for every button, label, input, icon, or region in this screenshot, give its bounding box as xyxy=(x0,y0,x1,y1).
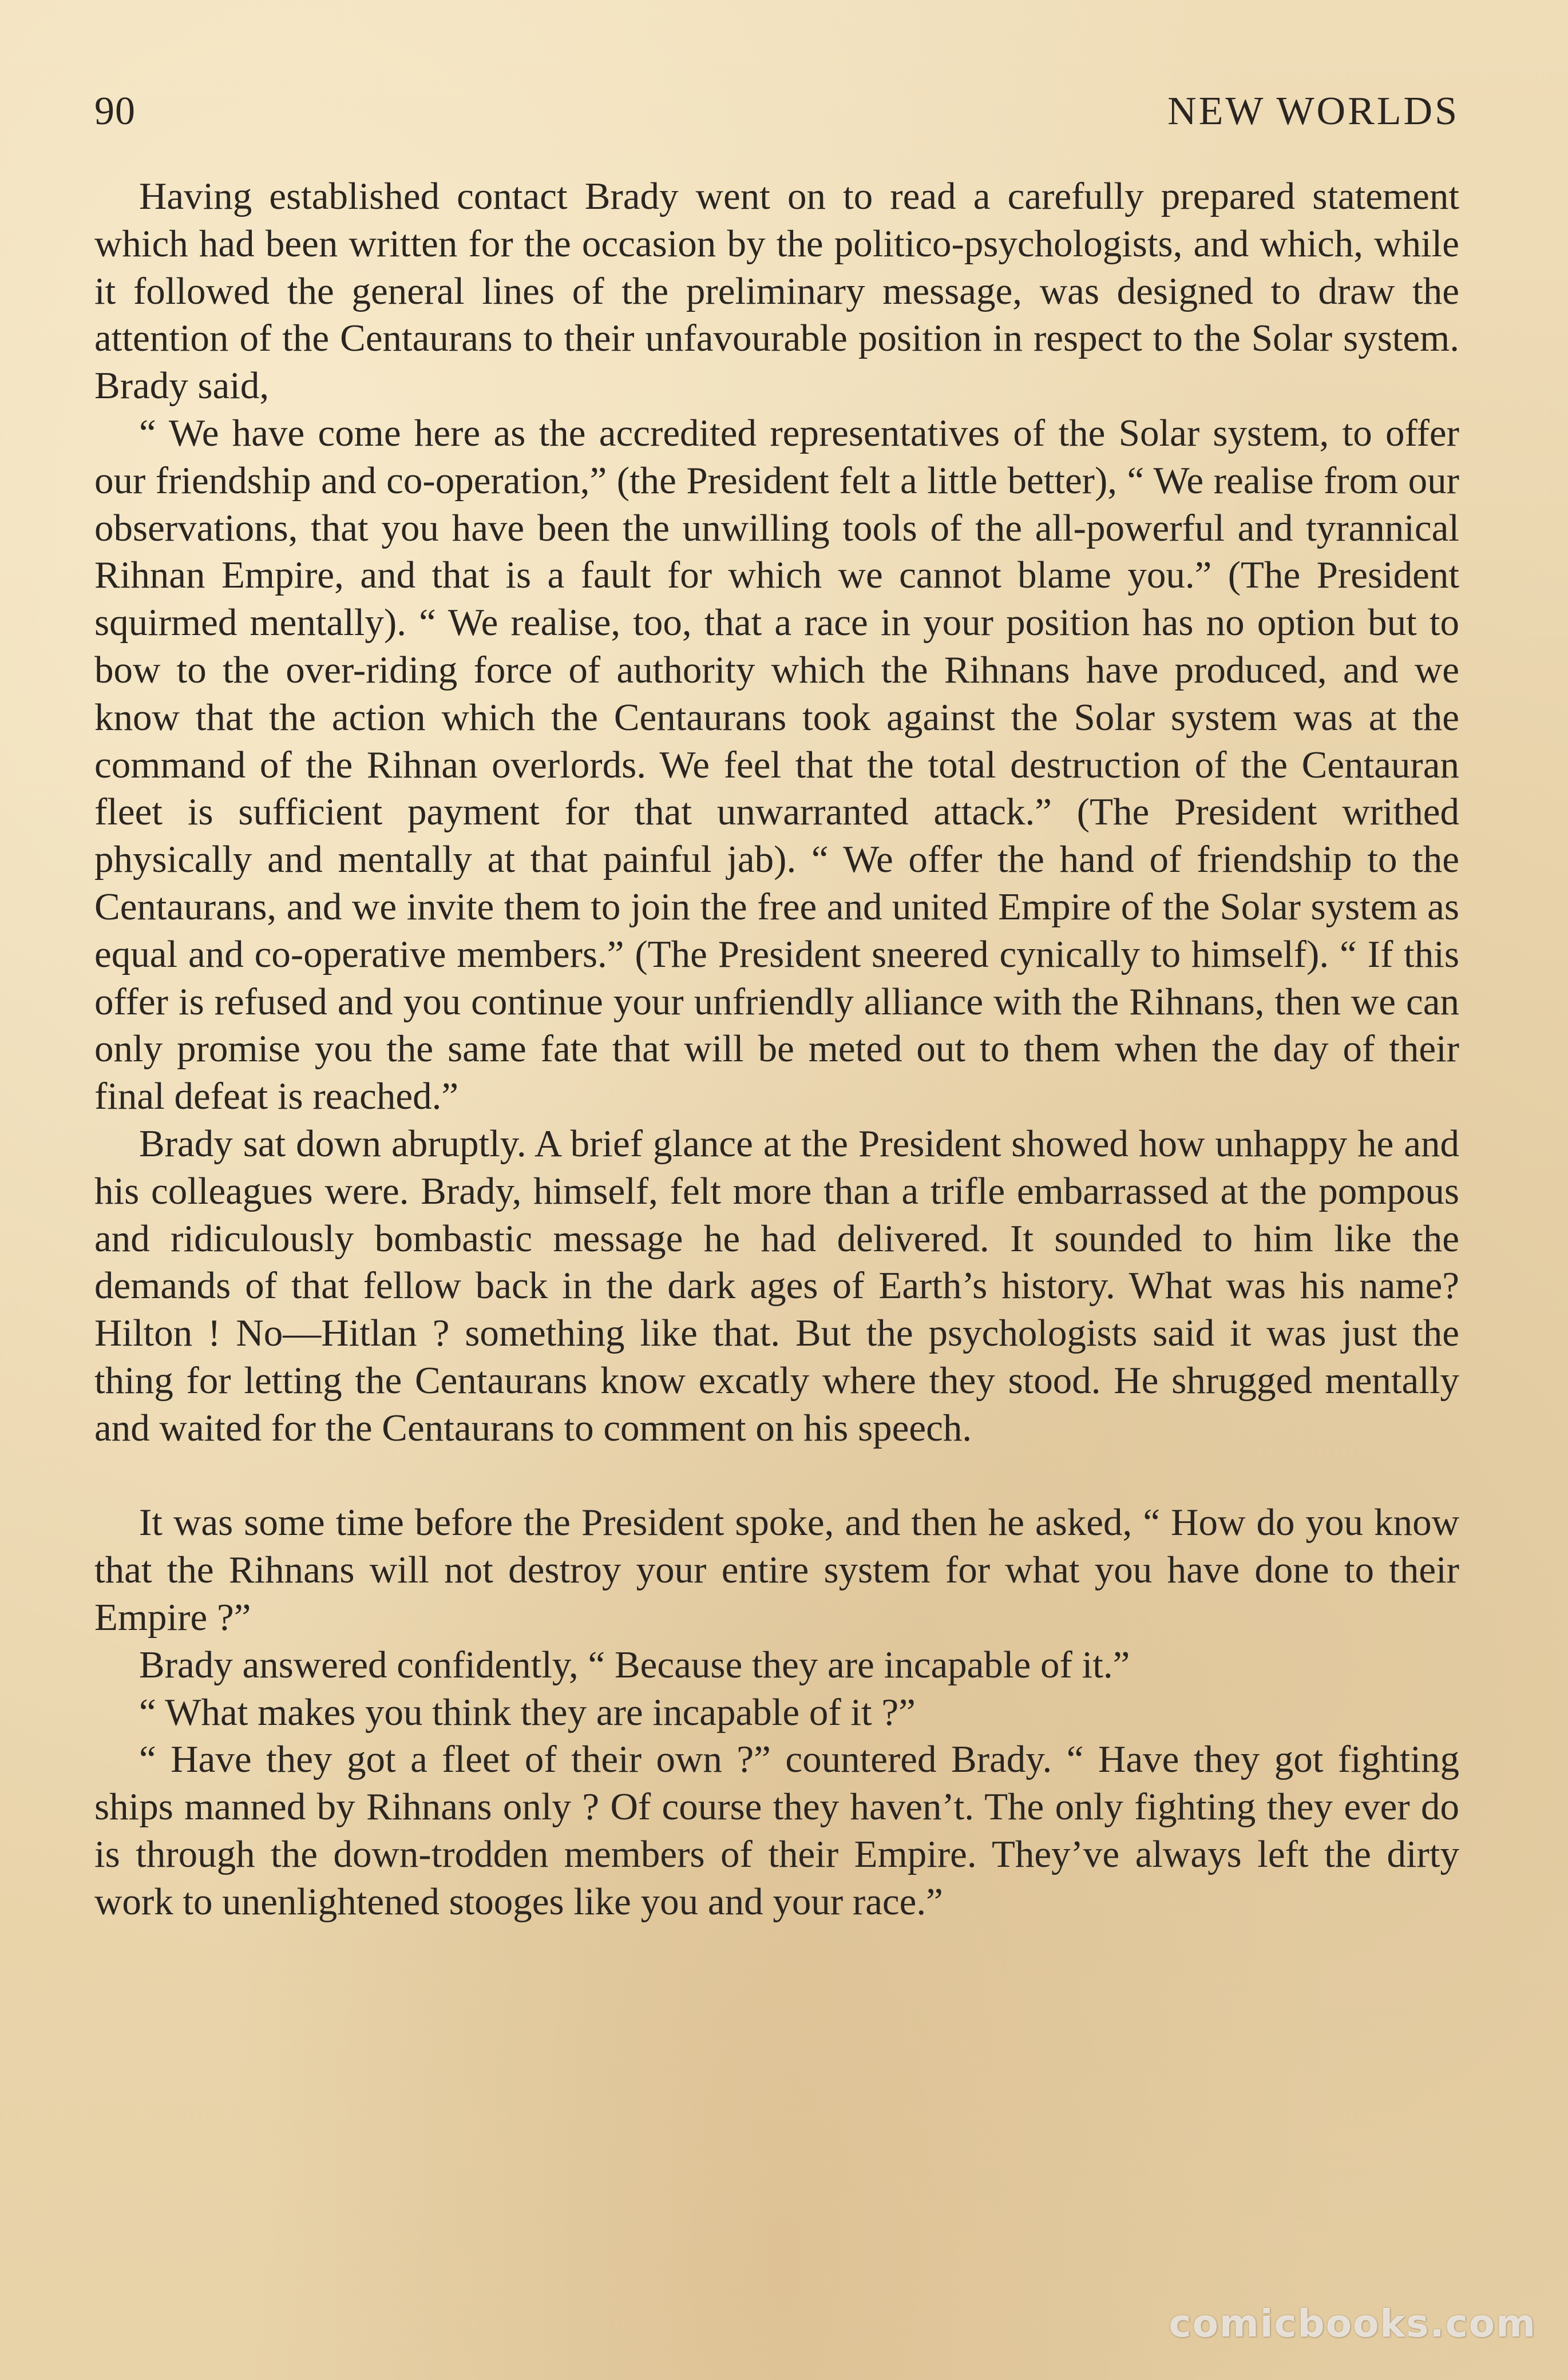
book-page xyxy=(94,80,1459,2311)
body-text xyxy=(94,173,1459,1925)
paragraph-5: Brady answered confidently, “ Because they are incapable of it.” xyxy=(139,1643,1130,1686)
paragraph-6: “ What makes you think they are incapable of it ?” xyxy=(139,1691,916,1734)
running-head xyxy=(94,80,1459,143)
page-number: 90 xyxy=(94,89,136,133)
paragraph-2: “ We have come here as the accredited representatives of the Solar system, to offer our friendship and co-operation,” (the President felt a little better), “ We realise from our observations, that you have been the unwilling tools of the all-powerful and tyrannical Rihnan Empire, and that is a fault for which we cannot blame you.” (The President squirmed mentally). “ We realise, too, that a race in your position has no option but to bow to the over-riding force of authority which the Rihnans have produced, and we know that the action which the Centaurans took against the Solar system was at the command of the Rihnan overlords. We feel that the total destruction of the Centauran fleet is sufficient payment for that unwarranted attack.” (The President writhed physically and mentally at that painful jab). “ We offer the hand of friendship to the Centaurans, and we invite them to join the free and united Empire of the Solar system as equal and co-operative members.” (The President sneered cynically to himself). “ If this offer is refused and you continue your unfriendly alliance with the Rihnans, then we can only promise you the same fate that will be meted out to them when the day of their final defeat is reached.” xyxy=(94,411,1459,1118)
paragraph-3: Brady sat down abruptly. A brief glance at the President showed how unhappy he and his colleagues were. Brady, himself, felt more than a trifle embarrassed at the pompous and ridiculously bombastic message he had delivered. It sounded to him like the demands of that fellow back in the dark ages of Earth’s history. What was his name? Hilton ! No—Hitlan ? something like that. But the psychologists said it was just the thing for letting the Centaurans know excatly where they stood. He shrugged mentally and waited for the Centaurans to comment on his speech. xyxy=(94,1122,1459,1449)
running-title: NEW WORLDS xyxy=(1167,89,1459,133)
watermark: comicbooks.com xyxy=(1169,2302,1537,2346)
paragraph-1: Having established contact Brady went on to read a carefully prepared statement which had been written for the occasion by the politico-psychologists, and which, while it followed the general lines of the preliminary message, was designed to draw the attention of the Centaurans to their unfavourable position in respect to the Solar system. Brady said, xyxy=(94,175,1459,407)
paragraph-4: It was some time before the President spoke, and then he asked, “ How do you know that the Rihnans will not destroy your entire system for what you have done to their Empire ?” xyxy=(94,1501,1459,1639)
paragraph-7: “ Have they got a fleet of their own ?” countered Brady. “ Have they got fighting ships manned by Rihnans only ? Of course they haven’t. The only fighting they ever do is through the down-trodden members of their Empire. They’ve always left the dirty work to unenlightened stooges like you and your race.” xyxy=(94,1738,1459,1923)
